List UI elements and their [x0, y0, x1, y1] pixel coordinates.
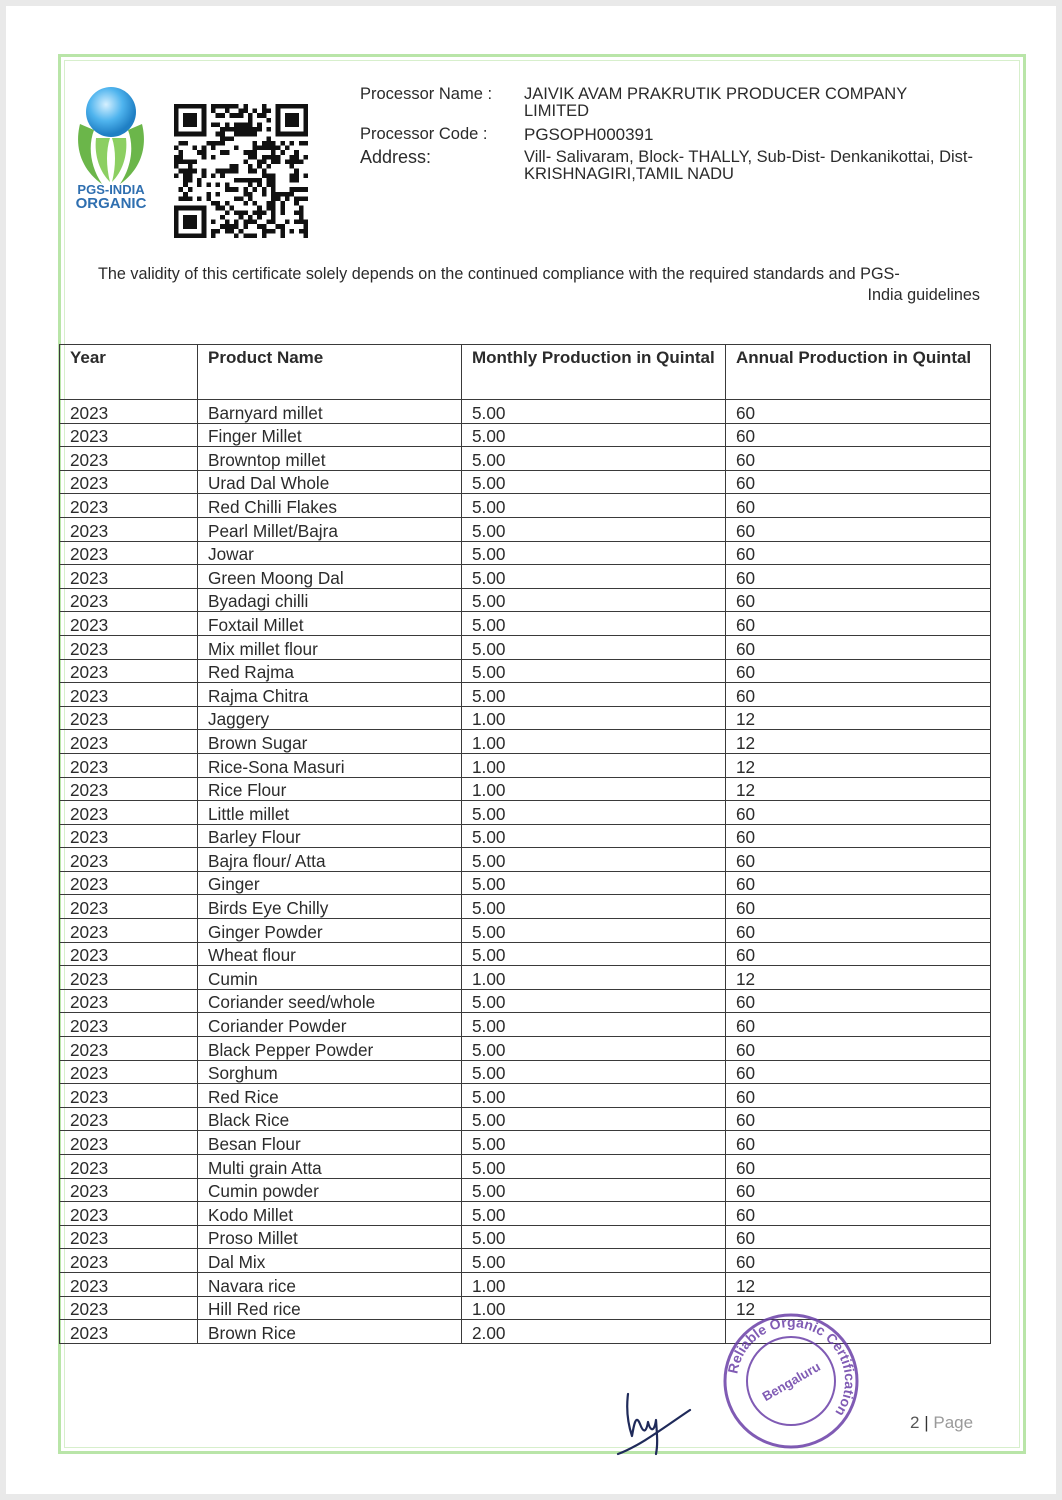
cell-year: 2023 [60, 659, 198, 683]
cell-monthly-production: 1.00 [462, 706, 726, 730]
cell-annual-production: 60 [726, 659, 991, 683]
certificate-page [6, 6, 1056, 1494]
logo-text-line1: PGS-INDIA [77, 182, 145, 197]
cell-product-name: Hill Red rice [198, 1296, 462, 1320]
table-row [60, 447, 991, 471]
table-row [60, 1178, 991, 1202]
table-row [60, 730, 991, 754]
cell-monthly-production: 5.00 [462, 1131, 726, 1155]
cell-annual-production: 12 [726, 1272, 991, 1296]
cell-annual-production: 60 [726, 1178, 991, 1202]
cell-product-name: Black Pepper Powder [198, 1037, 462, 1061]
processor-name-row [360, 86, 980, 122]
cell-monthly-production: 5.00 [462, 824, 726, 848]
cell-annual-production: 60 [726, 635, 991, 659]
cell-annual-production: 60 [726, 1013, 991, 1037]
cell-year: 2023 [60, 470, 198, 494]
cell-annual-production: 60 [726, 989, 991, 1013]
cell-annual-production: 12 [726, 966, 991, 990]
cell-year: 2023 [60, 989, 198, 1013]
table-row [60, 966, 991, 990]
cell-annual-production: 60 [726, 683, 991, 707]
page-number [910, 1413, 973, 1433]
cell-annual-production: 60 [726, 1249, 991, 1273]
table-header-row [60, 345, 991, 400]
table-row [60, 1060, 991, 1084]
table-row [60, 1249, 991, 1273]
cell-monthly-production: 5.00 [462, 1060, 726, 1084]
cell-annual-production: 60 [726, 400, 991, 424]
cell-year: 2023 [60, 517, 198, 541]
table-row [60, 588, 991, 612]
cell-year: 2023 [60, 1225, 198, 1249]
cell-year: 2023 [60, 966, 198, 990]
cell-year: 2023 [60, 588, 198, 612]
cell-product-name: Red Rajma [198, 659, 462, 683]
cell-year: 2023 [60, 1249, 198, 1273]
cell-year: 2023 [60, 1060, 198, 1084]
cell-year: 2023 [60, 565, 198, 589]
cell-product-name: Brown Rice [198, 1320, 462, 1344]
table-row [60, 1107, 991, 1131]
cell-monthly-production: 1.00 [462, 730, 726, 754]
table-row [60, 1013, 991, 1037]
certification-stamp [718, 1310, 864, 1452]
cell-product-name: Rice-Sona Masuri [198, 753, 462, 777]
cell-monthly-production: 5.00 [462, 848, 726, 872]
table-row [60, 989, 991, 1013]
cell-annual-production: 60 [726, 1060, 991, 1084]
cell-monthly-production: 5.00 [462, 1249, 726, 1273]
cell-year: 2023 [60, 919, 198, 943]
cell-year: 2023 [60, 777, 198, 801]
cell-product-name: Black Rice [198, 1107, 462, 1131]
cell-annual-production: 60 [726, 1202, 991, 1226]
cell-monthly-production: 2.00 [462, 1320, 726, 1344]
table-row [60, 753, 991, 777]
table-row [60, 494, 991, 518]
cell-annual-production: 60 [726, 1155, 991, 1179]
cell-year: 2023 [60, 1107, 198, 1131]
cell-annual-production: 60 [726, 1131, 991, 1155]
cell-monthly-production: 5.00 [462, 871, 726, 895]
cell-product-name: Green Moong Dal [198, 565, 462, 589]
processor-code-row [360, 126, 980, 144]
cell-annual-production: 60 [726, 423, 991, 447]
cell-year: 2023 [60, 730, 198, 754]
table-row [60, 801, 991, 825]
cell-monthly-production: 5.00 [462, 635, 726, 659]
cell-monthly-production: 5.00 [462, 683, 726, 707]
cell-product-name: Barnyard millet [198, 400, 462, 424]
address-label: Address: [360, 147, 432, 167]
cell-product-name: Besan Flour [198, 1131, 462, 1155]
cell-year: 2023 [60, 1202, 198, 1226]
cell-product-name: Cumin powder [198, 1178, 462, 1202]
table-row [60, 1037, 991, 1061]
table-row [60, 871, 991, 895]
cell-monthly-production: 5.00 [462, 588, 726, 612]
table-row [60, 1272, 991, 1296]
table-row [60, 517, 991, 541]
cell-year: 2023 [60, 423, 198, 447]
cell-monthly-production: 5.00 [462, 895, 726, 919]
cell-annual-production: 60 [726, 801, 991, 825]
cell-monthly-production: 5.00 [462, 447, 726, 471]
cell-monthly-production: 5.00 [462, 494, 726, 518]
cell-annual-production: 60 [726, 447, 991, 471]
cell-annual-production: 60 [726, 1037, 991, 1061]
processor-code-value: PGSOPH000391 [524, 125, 654, 144]
cell-annual-production: 60 [726, 612, 991, 636]
cell-product-name: Dal Mix [198, 1249, 462, 1273]
cell-year: 2023 [60, 400, 198, 424]
validity-line2: India guidelines [867, 286, 980, 304]
cell-annual-production: 60 [726, 824, 991, 848]
cell-year: 2023 [60, 1037, 198, 1061]
table-row [60, 1131, 991, 1155]
cell-product-name: Mix millet flour [198, 635, 462, 659]
table-row [60, 635, 991, 659]
cell-year: 2023 [60, 1320, 198, 1344]
cell-monthly-production: 5.00 [462, 612, 726, 636]
cell-annual-production: 60 [726, 871, 991, 895]
table-row [60, 1155, 991, 1179]
cell-year: 2023 [60, 895, 198, 919]
cell-year: 2023 [60, 494, 198, 518]
cell-product-name: Pearl Millet/Bajra [198, 517, 462, 541]
cell-monthly-production: 1.00 [462, 777, 726, 801]
cell-product-name: Coriander seed/whole [198, 989, 462, 1013]
cell-product-name: Proso Millet [198, 1225, 462, 1249]
stamp-center-text: Bengaluru [759, 1358, 823, 1405]
cell-monthly-production: 5.00 [462, 801, 726, 825]
production-table [59, 344, 991, 1344]
cell-annual-production: 60 [726, 494, 991, 518]
processor-name-value: JAIVIK AVAM PRAKRUTIK PRODUCER COMPANY LIMITED [524, 85, 907, 120]
cell-monthly-production: 5.00 [462, 1013, 726, 1037]
cell-annual-production: 60 [726, 517, 991, 541]
cell-year: 2023 [60, 1178, 198, 1202]
validity-statement [98, 264, 980, 306]
cell-monthly-production: 5.00 [462, 423, 726, 447]
cell-product-name: Ginger Powder [198, 919, 462, 943]
cell-year: 2023 [60, 541, 198, 565]
cell-annual-production: 60 [726, 942, 991, 966]
cell-product-name: Foxtail Millet [198, 612, 462, 636]
table-row [60, 565, 991, 589]
cell-product-name: Wheat flour [198, 942, 462, 966]
page-number-value: 2 [910, 1413, 920, 1432]
cell-product-name: Birds Eye Chilly [198, 895, 462, 919]
cell-annual-production: 60 [726, 895, 991, 919]
cell-monthly-production: 1.00 [462, 966, 726, 990]
cell-product-name: Ginger [198, 871, 462, 895]
cell-monthly-production: 5.00 [462, 1202, 726, 1226]
cell-annual-production: 12 [726, 777, 991, 801]
cell-year: 2023 [60, 753, 198, 777]
cell-year: 2023 [60, 1013, 198, 1037]
cell-product-name: Jaggery [198, 706, 462, 730]
cell-year: 2023 [60, 871, 198, 895]
cell-annual-production: 60 [726, 1107, 991, 1131]
cell-product-name: Finger Millet [198, 423, 462, 447]
cell-product-name: Coriander Powder [198, 1013, 462, 1037]
table-row [60, 777, 991, 801]
cell-year: 2023 [60, 824, 198, 848]
cell-product-name: Browntop millet [198, 447, 462, 471]
cell-annual-production: 12 [726, 753, 991, 777]
cell-product-name: Brown Sugar [198, 730, 462, 754]
table-row [60, 423, 991, 447]
cell-monthly-production: 5.00 [462, 1107, 726, 1131]
cell-product-name: Byadagi chilli [198, 588, 462, 612]
cell-annual-production: 12 [726, 1296, 991, 1320]
cell-annual-production: 60 [726, 470, 991, 494]
cell-product-name: Little millet [198, 801, 462, 825]
cell-product-name: Rice Flour [198, 777, 462, 801]
cell-monthly-production: 5.00 [462, 1225, 726, 1249]
table-body [60, 400, 991, 1344]
header-monthly-production: Monthly Production in Quintal [462, 345, 726, 400]
cell-monthly-production: 5.00 [462, 517, 726, 541]
cell-product-name: Kodo Millet [198, 1202, 462, 1226]
cell-monthly-production: 5.00 [462, 565, 726, 589]
cell-year: 2023 [60, 801, 198, 825]
validity-line1: The validity of this certificate solely depends on the continued compliance with the required standards and PGS- [98, 265, 900, 283]
table-row [60, 1084, 991, 1108]
cell-product-name: Navara rice [198, 1272, 462, 1296]
table-row [60, 848, 991, 872]
cell-year: 2023 [60, 1272, 198, 1296]
cell-annual-production: 60 [726, 848, 991, 872]
cell-monthly-production: 5.00 [462, 470, 726, 494]
signature [610, 1384, 696, 1460]
cell-monthly-production: 1.00 [462, 1296, 726, 1320]
table-row [60, 919, 991, 943]
cell-monthly-production: 5.00 [462, 1155, 726, 1179]
cell-monthly-production: 5.00 [462, 942, 726, 966]
address-value: Vill- Salivaram, Block- THALLY, Sub-Dist- Denkanikottai, Dist- KRISHNAGIRI,TAMIL NADU [524, 148, 974, 183]
cell-product-name: Cumin [198, 966, 462, 990]
table-row [60, 824, 991, 848]
processor-code-label: Processor Code : [360, 125, 488, 143]
cell-annual-production: 12 [726, 730, 991, 754]
cell-year: 2023 [60, 1296, 198, 1320]
cell-annual-production: 60 [726, 541, 991, 565]
cell-year: 2023 [60, 1131, 198, 1155]
table-row [60, 683, 991, 707]
cell-monthly-production: 1.00 [462, 1272, 726, 1296]
cell-annual-production: 60 [726, 1225, 991, 1249]
cell-year: 2023 [60, 683, 198, 707]
cell-product-name: Red Rice [198, 1084, 462, 1108]
qr-code-icon[interactable] [174, 102, 308, 240]
cell-annual-production: 60 [726, 1084, 991, 1108]
cell-monthly-production: 1.00 [462, 753, 726, 777]
cell-year: 2023 [60, 447, 198, 471]
cell-annual-production: 60 [726, 919, 991, 943]
stamp-ring-text: Reliable Organic Certification [724, 1313, 859, 1420]
page-number-separator: | [924, 1413, 929, 1432]
table-row [60, 1225, 991, 1249]
cell-product-name: Bajra flour/ Atta [198, 848, 462, 872]
cell-product-name: Barley Flour [198, 824, 462, 848]
table-row [60, 470, 991, 494]
header-year: Year [60, 345, 198, 400]
table-row [60, 659, 991, 683]
cell-year: 2023 [60, 942, 198, 966]
table-row [60, 895, 991, 919]
cell-monthly-production: 5.00 [462, 541, 726, 565]
cell-product-name: Sorghum [198, 1060, 462, 1084]
cell-product-name: Jowar [198, 541, 462, 565]
cell-product-name: Urad Dal Whole [198, 470, 462, 494]
cell-year: 2023 [60, 848, 198, 872]
cell-product-name: Rajma Chitra [198, 683, 462, 707]
cell-product-name: Red Chilli Flakes [198, 494, 462, 518]
address-row [360, 149, 980, 185]
cell-monthly-production: 5.00 [462, 659, 726, 683]
processor-name-label: Processor Name : [360, 85, 493, 103]
table-row [60, 400, 991, 424]
cell-annual-production: 60 [726, 588, 991, 612]
table-row [60, 612, 991, 636]
table-row [60, 942, 991, 966]
cell-year: 2023 [60, 1084, 198, 1108]
page-number-word: Page [933, 1413, 974, 1432]
cell-annual-production: 12 [726, 706, 991, 730]
header-annual-production: Annual Production in Quintal [726, 345, 991, 400]
cell-year: 2023 [60, 1155, 198, 1179]
cell-monthly-production: 5.00 [462, 1178, 726, 1202]
cell-year: 2023 [60, 612, 198, 636]
header-product-name: Product Name [198, 345, 462, 400]
cell-monthly-production: 5.00 [462, 919, 726, 943]
cell-product-name: Multi grain Atta [198, 1155, 462, 1179]
logo-text-line2: ORGANIC [75, 195, 147, 212]
cell-year: 2023 [60, 706, 198, 730]
table-row [60, 541, 991, 565]
table-row [60, 706, 991, 730]
cell-monthly-production: 5.00 [462, 1037, 726, 1061]
cell-monthly-production: 5.00 [462, 989, 726, 1013]
pgs-india-organic-logo-icon [72, 86, 150, 216]
cell-monthly-production: 5.00 [462, 400, 726, 424]
table-row [60, 1202, 991, 1226]
cell-year: 2023 [60, 635, 198, 659]
cell-monthly-production: 5.00 [462, 1084, 726, 1108]
cell-annual-production: 60 [726, 565, 991, 589]
